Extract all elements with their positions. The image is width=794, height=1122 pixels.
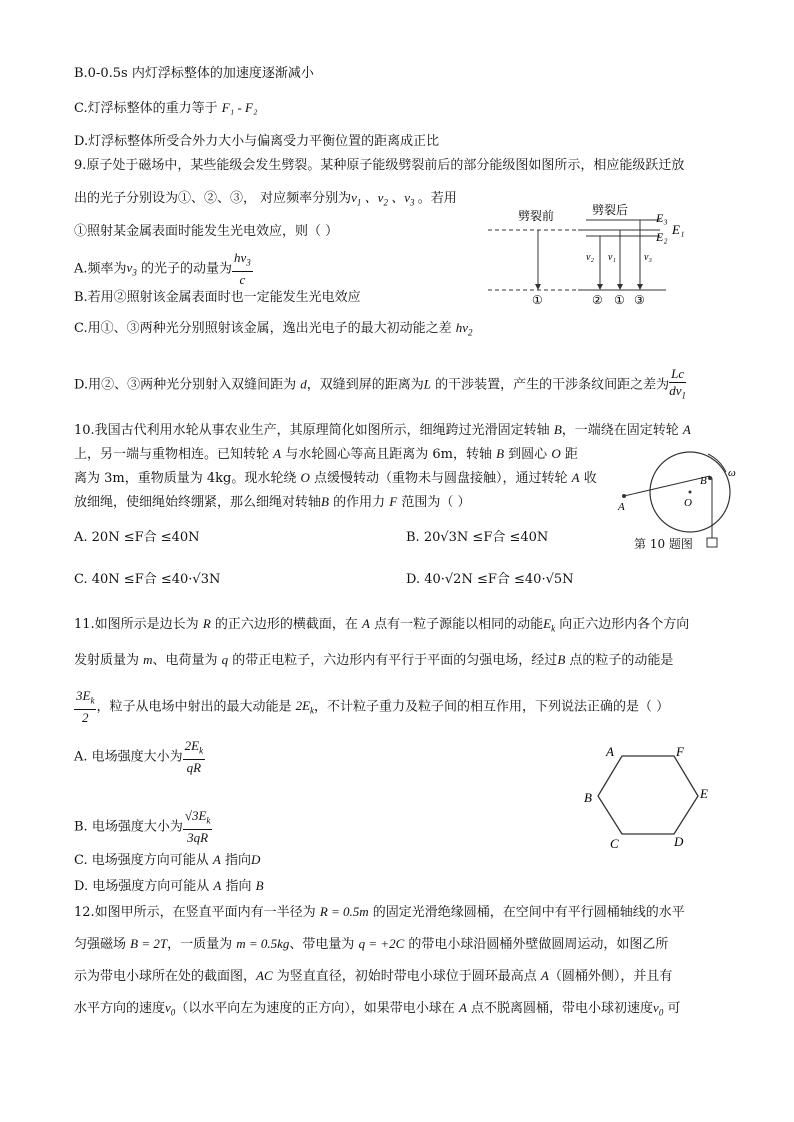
q12-stem-line1: 12.如图甲所示，在竖直平面内有一半径为 R = 0.5m 的固定光滑绝缘圆桶，在空间中有平行圆桶轴线的水平 bbox=[74, 904, 685, 920]
q11-stem-line3: $\frac{3E_k}{2}$ ，粒子从电场中射出的最大动能是 $2E_k$，不计粒子重力及粒子间的相互作用，下列说法正确的是（ ） bbox=[76, 688, 670, 725]
q10-option-c: C. 40N ≤F合 ≤40·√3N bbox=[74, 572, 221, 587]
label-a: A bbox=[618, 501, 625, 513]
q10-stem-line2: 上，另一端与重物相连。已知转轮 A 与水轮圆心等高且距离为 6m，转轴 B 到圆心 O 距 bbox=[74, 446, 578, 462]
label-after-split: 劈裂后 bbox=[592, 203, 629, 217]
q9-option-d: D.用②、③两种光分别射入双缝间距为 d，双缝到屏的距离为L 的干涉装置，产生的干涉条纹间距之差为 $\frac{Lc}{dv_1}$ bbox=[74, 366, 686, 404]
label-b: B bbox=[584, 790, 592, 805]
label-v2: v₂ bbox=[586, 252, 594, 263]
label-e2: E₂ bbox=[656, 230, 668, 244]
q9-option-b: B.若用②照射该金属表面时也一定能发生光电效应 bbox=[74, 290, 361, 305]
label-circle-3: ③ bbox=[634, 293, 645, 307]
label-b: B bbox=[700, 475, 707, 487]
q10-option-b: B. 20√3N ≤F合 ≤40N bbox=[406, 530, 549, 545]
q11-option-a: A. 电场强度大小为 $\frac{2E_k}{qR}$ bbox=[74, 738, 204, 775]
label-circle-1b: ① bbox=[614, 293, 625, 307]
q12-stem-line3: 示为带电小球所在处的截面图，AC 为竖直直径，初始时带电小球位于圆环最高点 A（圆桶外侧），并且有 bbox=[74, 968, 673, 984]
q8-option-c: C.灯浮标整体的重力等于 F₁ - F₂ bbox=[74, 100, 258, 116]
label-v3: v₃ bbox=[644, 252, 652, 263]
label-e3: E₃ bbox=[656, 211, 668, 225]
q10-option-d: D. 40·√2N ≤F合 ≤40·√5N bbox=[406, 572, 574, 587]
figure-10-caption: 第 10 题图 bbox=[634, 537, 693, 551]
q10-option-a: A. 20N ≤F合 ≤40N bbox=[74, 530, 200, 545]
label-circle-1: ① bbox=[532, 293, 543, 307]
label-omega: ω bbox=[728, 467, 736, 479]
q11-stem-line1: 11.如图所示是边长为 R 的正六边形的横截面，在 A 点有一粒子源能以相同的动能$E_k$ 向正六边形内各个方向 bbox=[74, 616, 690, 634]
q11-option-b: B. 电场强度大小为 $\frac{√3E_k}{3qR}$ bbox=[74, 808, 211, 845]
q9-stem-line3: ①照射某金属表面时能发生光电效应，则（ ） bbox=[74, 224, 339, 239]
q11-option-c: C. 电场强度方向可能从 A 指向D bbox=[74, 852, 261, 868]
q9-stem-line1: 9.原子处于磁场中，某些能级会发生劈裂。某种原子能级劈裂前后的部分能级图如图所示，相应能级跃迁放 bbox=[74, 158, 685, 173]
q9-stem-line2: 出的光子分别设为①、②、③， 对应频率分别为$v_1$ 、$v_2$ 、$v_3$ 。若用 bbox=[74, 190, 457, 208]
energy-level-diagram bbox=[488, 196, 698, 308]
label-e1: E₁ bbox=[672, 222, 685, 237]
q8-option-d: D.灯浮标整体所受合外力大小与偏离受力平衡位置的距离成正比 bbox=[74, 134, 440, 149]
q8-option-b: B.0-0.5s 内灯浮标整体的加速度逐渐减小 bbox=[74, 66, 314, 81]
q10-stem-line1: 10.我国古代利用水轮从事农业生产，其原理简化如图所示，细绳跨过光滑固定转轴 B，一端绕在固定转轮 A bbox=[74, 422, 691, 438]
fraction-h-v3-over-c: $\frac{hv_3}{c}$ bbox=[233, 250, 251, 287]
q12-stem-line2: 匀强磁场 B = 2T，一质量为 m = 0.5kg、带电量为 q = +2C 的带电小球沿圆桶外壁做圆周运动，如图乙所 bbox=[74, 936, 669, 952]
label-circle-2: ② bbox=[592, 293, 603, 307]
label-e: E bbox=[700, 786, 708, 801]
label-a: A bbox=[606, 744, 614, 759]
label-d: D bbox=[674, 834, 684, 849]
label-v1: v₁ bbox=[608, 252, 616, 263]
label-f: F bbox=[676, 744, 684, 759]
q10-stem-line3: 离为 3m，重物质量为 4kg。现水轮绕 O 点缓慢转动（重物未与圆盘接触），通过转轮 A 收 bbox=[74, 470, 597, 486]
q9-option-c: C.用①、③两种光分别照射该金属，逸出光电子的最大初动能之差 $hv_2$ bbox=[74, 320, 473, 338]
label-before-split: 劈裂前 bbox=[518, 209, 555, 223]
q11-stem-line2: 发射质量为 m、电荷量为 q 的带正电粒子，六边形内有平行于平面的匀强电场，经过B 点的粒子的动能是 bbox=[74, 652, 674, 668]
q12-stem-line4: 水平方向的速度$v_0$（以水平向左为速度的正方向），如果带电小球在 A 点不脱离圆桶，带电小球初速度$v_0$ 可 bbox=[74, 1000, 681, 1018]
label-c: C bbox=[610, 836, 619, 851]
label-o: O bbox=[684, 497, 692, 509]
q10-stem-line4: 放细绳，使细绳始终绷紧，那么细绳对转轴B 的作用力 F 范围为（ ） bbox=[74, 494, 471, 510]
fraction-lc-over-dv1: $\frac{Lc}{dv_1}$ bbox=[669, 366, 687, 401]
hexagon-diagram bbox=[582, 742, 716, 854]
q9-option-a: A.频率为$v_3$ 的光子的动量为 $\frac{hv_3}{c}$ bbox=[74, 250, 251, 287]
q11-option-d: D. 电场强度方向可能从 A 指向 B bbox=[74, 878, 264, 894]
